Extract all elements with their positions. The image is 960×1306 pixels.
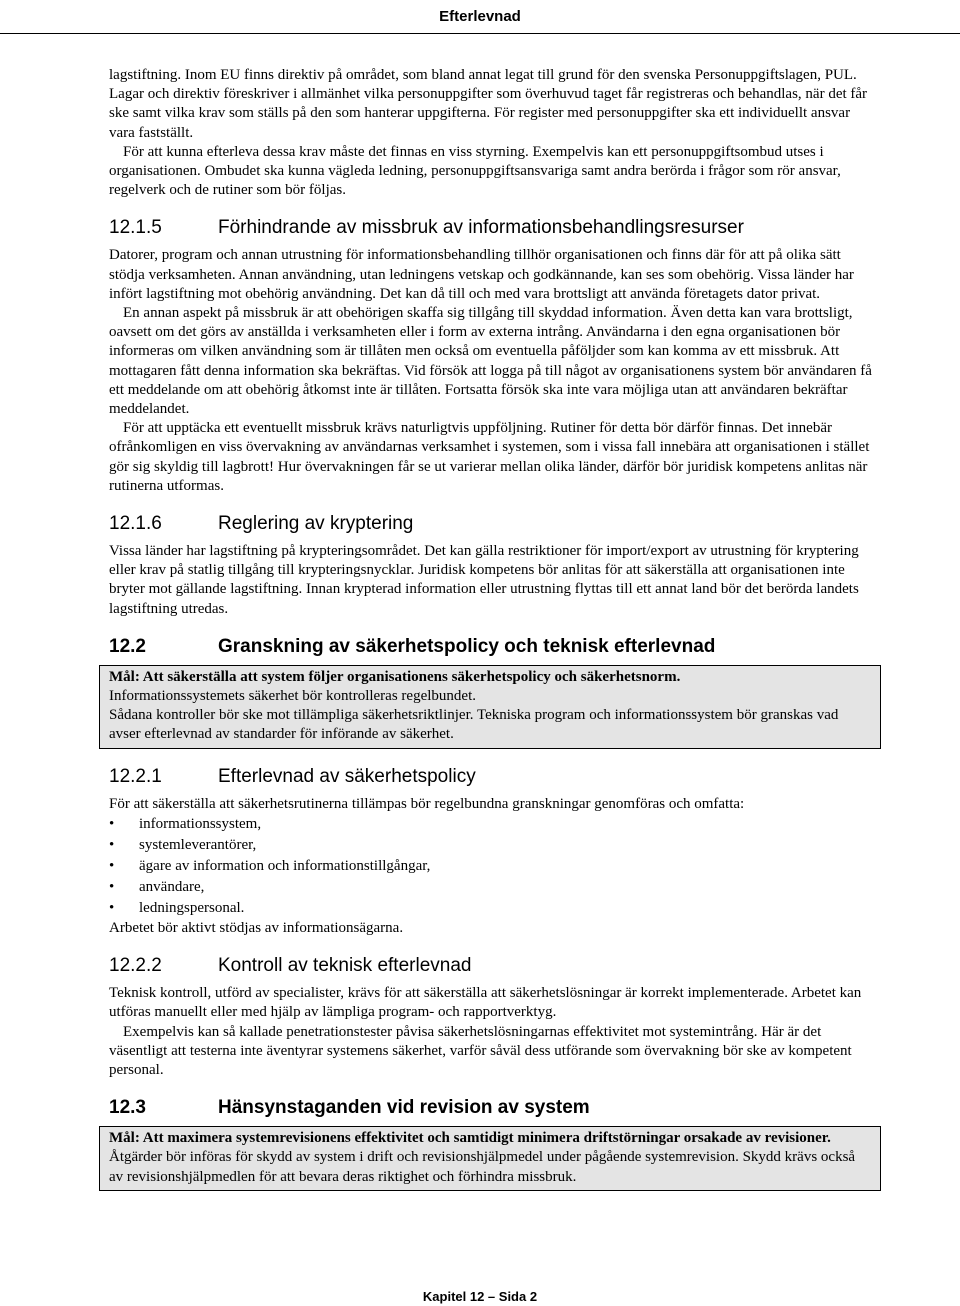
objective-text-1: Informationssystemets säkerhet bör kontrolleras regelbundet. bbox=[109, 688, 476, 705]
list-item-text: användare, bbox=[139, 878, 205, 895]
objective-text-2: Sådana kontroller bör ske mot tillämpliga säkerhetsriktlinjer. Tekniska program och informationssystem bör granskas vad avser efterlevnad av standarder för införande av säkerhet. bbox=[109, 707, 839, 743]
section-heading-12-1-6 bbox=[109, 512, 875, 536]
list-item bbox=[109, 856, 875, 877]
section-number: 12.2.2 bbox=[109, 955, 162, 977]
section-title: Efterlevnad av säkerhetspolicy bbox=[218, 765, 476, 787]
section-title: Granskning av säkerhetspolicy och teknisk efterlevnad bbox=[218, 635, 716, 657]
intro-paragraph-2: För att kunna efterleva dessa krav måste det finnas en viss styrning. Exempelvis kan ett personuppgiftsombud utses i organisationen. Ombudet ska kunna vägleda ledning, personuppgiftsansvariga samt andra berörda i frågor som rör ansvar, regelverk och de rutiner som bör följas. bbox=[109, 143, 841, 199]
section-12-1-6-paragraph-1: Vissa länder har lagstiftning på krypteringsområdet. Det kan gälla restriktioner för import/export av utrustning för kryptering eller krav på statlig tillgång till krypteringsnycklar. Juridisk kompetens bör anlitas för att säkerställa att organisationen inte bryter mot gällande lagstiftning. Innan krypterad information eller utrustning flyttas till ett annat land bör det berörda landets lagstiftning utredas. bbox=[109, 543, 859, 617]
list-item-text: ägare av information och informationstillgångar, bbox=[139, 857, 431, 874]
section-12-2-1-paragraph-1: För att säkerställa att säkerhetsrutinerna tillämpas bör regelbundna granskningar genomföras och omfatta: bbox=[109, 795, 745, 812]
header-rule bbox=[0, 33, 960, 34]
section-12-2-1-paragraph-2: Arbetet bör aktivt stödjas av informationsägarna. bbox=[109, 919, 404, 936]
list-item bbox=[109, 877, 875, 898]
objective-text-1: Åtgärder bör införas för skydd av system i drift och revisionshjälpmedel under pågående systemrevision. Skydd krävs också av revisionshjälpmedlen för att bevara deras riktighet och förhindra missbruk. bbox=[109, 1149, 856, 1185]
page-body bbox=[109, 66, 875, 1191]
section-heading-12-2 bbox=[109, 635, 875, 659]
objective-box-12-2 bbox=[99, 665, 881, 749]
section-number: 12.2.1 bbox=[109, 765, 162, 787]
page-header-title: Efterlevnad bbox=[439, 8, 521, 25]
bullet-icon: • bbox=[109, 857, 115, 874]
section-number: 12.1.5 bbox=[109, 217, 162, 239]
page-footer: Kapitel 12 – Sida 2 bbox=[422, 1289, 538, 1304]
list-item-text: ledningspersonal. bbox=[139, 899, 245, 916]
section-heading-12-2-2 bbox=[109, 954, 875, 978]
list-item bbox=[109, 814, 875, 835]
section-12-1-5-paragraph-2: En annan aspekt på missbruk är att obehörigen skaffa sig tillgång till skyddad information. Även detta kan vara brottsligt, oavsett om det görs av anställda i verksamheten eller i form av externa intrång. Användarna i den egna organisationen bör informeras om vilken användning som är tillåten men också om eventuella påföljder som kan komma av ett missbruk. Att mottagaren fått denna information ska bekräftas. Vid försök att logga på till något av organisationens system bör användaren få ett meddelande om att obehörig åtkomst inte är tillåten. Fortsatta försök ska inte vara möjliga utan att användaren bekräftar meddelandet. bbox=[109, 305, 872, 418]
list-item-text: informationssystem, bbox=[139, 815, 262, 832]
section-12-2-2-paragraph-1: Teknisk kontroll, utförd av specialister, krävs för att säkerställa att säkerhetslösningar är korrekt implementerade. Arbetet kan utföras manuellt eller med hjälp av lämpliga program- och rapportverktyg. bbox=[109, 985, 862, 1021]
section-heading-12-3 bbox=[109, 1096, 875, 1120]
bullet-icon: • bbox=[109, 815, 115, 832]
section-title: Reglering av kryptering bbox=[218, 513, 414, 535]
section-title: Förhindrande av missbruk av informationsbehandlingsresurser bbox=[218, 217, 744, 239]
section-12-1-5-paragraph-1: Datorer, program och annan utrustning för informationsbehandling tillhör organisationen och finns där för att på olika sätt stödja verksamheten. Annan användning, utan ledningens vetskap och godkännande, kan ses som obehörig. Vissa länder har infört lagstiftning mot obehörig användning. Det kan då till och med vara brottsligt att använda företagets dator privat. bbox=[109, 247, 854, 302]
list-item bbox=[109, 898, 875, 919]
bullet-icon: • bbox=[109, 836, 115, 853]
section-12-2-2-paragraph-2: Exempelvis kan så kallade penetrationstester påvisa säkerhetslösningarnas effektivitet mot systemintrång. Här är det väsentligt att testerna inte äventyrar systemens säkerhet, varför såväl dess utförande som övervakning bör ske av kompetent personal. bbox=[109, 1023, 852, 1078]
intro-paragraph-1: lagstiftning. Inom EU finns direktiv på området, som bland annat legat till grund för den svenska Personuppgiftslagen, PUL. Lagar och direktiv föreskriver i allmänhet vilka personuppgifter som överhuvud taget får registreras och behandlas, när det får ske samt vilka krav som ställs på den som hanterar uppgifterna. För register med personuppgifter ska ett individuellt ansvar vara fastställt. bbox=[109, 67, 868, 141]
objective-box-12-3 bbox=[99, 1126, 881, 1191]
audit-scope-list bbox=[109, 814, 875, 919]
bullet-icon: • bbox=[109, 899, 115, 916]
section-title: Hänsynstaganden vid revision av system bbox=[218, 1097, 590, 1119]
section-12-1-5-paragraph-3: För att upptäcka ett eventuellt missbruk krävs naturligtvis uppföljning. Rutiner för detta bör därför finnas. Det innebär ofrånkomligen en viss övervakning av användarnas verksamhet i systemen, som i vissa fall innebära att organisationen i stället gör sig skyldig till lagbrott! Hur övervakningen får se ut varierar mellan olika länder, därför bör juridisk kompetens anlitas när rutinerna utformas. bbox=[109, 420, 870, 494]
objective-statement: Mål: Att säkerställa att system följer organisationens säkerhetspolicy och säkerhetsnorm. bbox=[109, 668, 681, 685]
list-item bbox=[109, 835, 875, 856]
section-heading-12-1-5 bbox=[109, 216, 875, 240]
section-heading-12-2-1 bbox=[109, 765, 875, 789]
bullet-icon: • bbox=[109, 878, 115, 895]
objective-statement: Mål: Att maximera systemrevisionens effektivitet och samtidigt minimera driftstörningar orsakade av revisioner. bbox=[109, 1130, 831, 1147]
section-number: 12.2 bbox=[109, 635, 146, 657]
list-item-text: systemleverantörer, bbox=[139, 836, 257, 853]
section-number: 12.1.6 bbox=[109, 513, 162, 535]
section-title: Kontroll av teknisk efterlevnad bbox=[218, 955, 472, 977]
section-number: 12.3 bbox=[109, 1097, 146, 1119]
